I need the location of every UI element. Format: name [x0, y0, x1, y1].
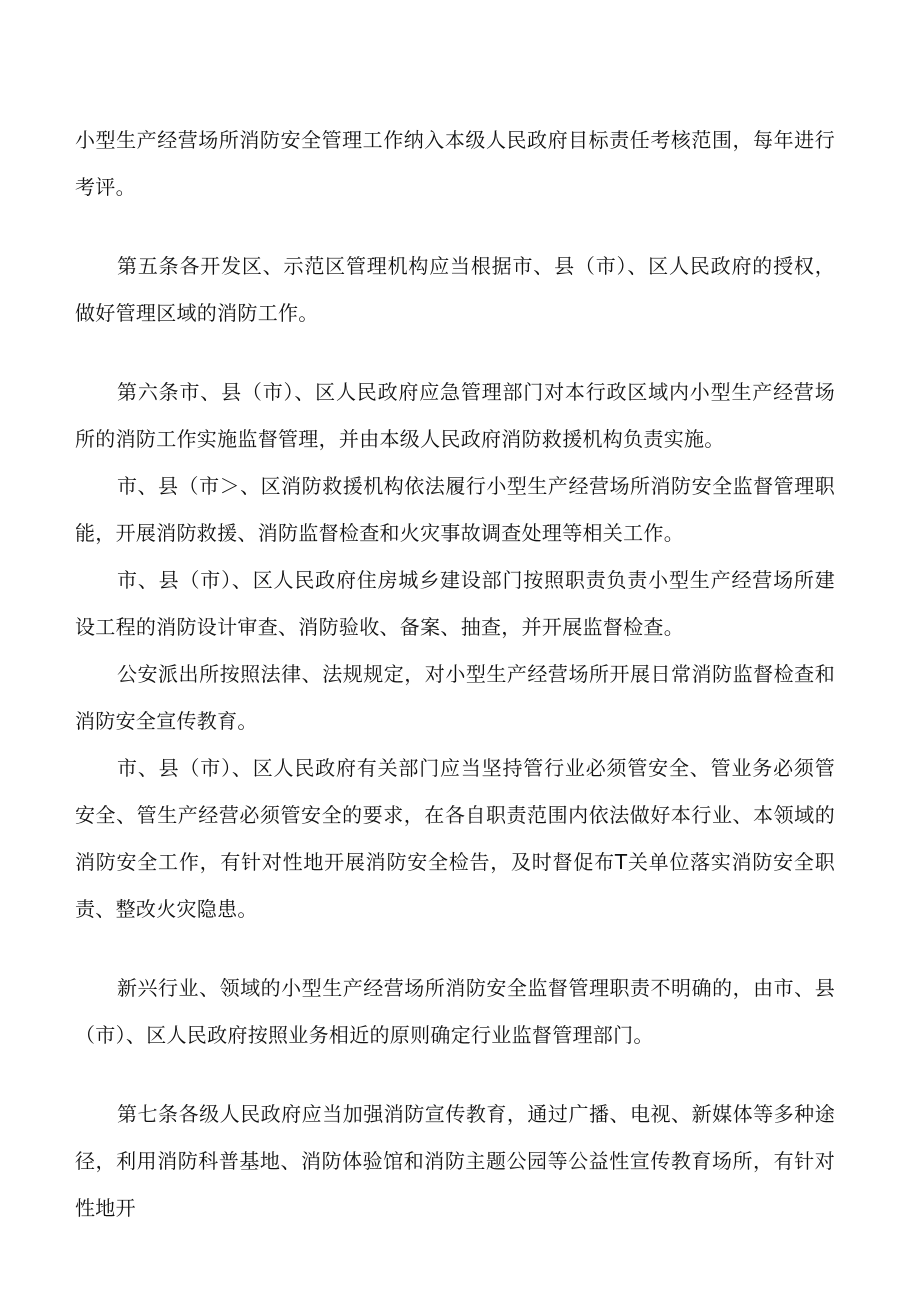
paragraph-housing-dept: 市、县（市）、区人民政府住房城乡建设部门按照职责负责小型生产经营场所建设工程的消防设计审查、消防验收、备案、抽查，并开展监督检查。: [75, 568, 835, 639]
paragraph-article-7: 第七条各级人民政府应当加强消防宣传教育，通过广播、电视、新媒体等多种途径，利用消防科普基地、消防体验馆和消防主题公园等公益性宣传教育场所，有针对性地开: [75, 1102, 835, 1220]
paragraph-emerging-industries: 新兴行业、领域的小型生产经营场所消防安全监督管理职责不明确的，由市、县（市）、区人民政府按照业务相近的原则确定行业监督管理部门。: [75, 976, 835, 1047]
paragraph-related-depts: 市、县（市）、区人民政府有关部门应当坚持管行业必须管安全、管业务必须管安全、管生产经营必须管安全的要求，在各自职责范围内依法做好本行业、本领域的消防安全工作，有针对性地开展消防安全检告，及时督促布T关单位落实消防安全职责、整改火灾隐患。: [75, 756, 835, 921]
paragraph-1: 小型生产经营场所消防安全管理工作纳入本级人民政府目标责任考核范围，每年进行考评。: [75, 128, 835, 199]
paragraph-article-6: 第六条市、县（市）、区人民政府应急管理部门对本行政区域内小型生产经营场所的消防工作实施监督管理，并由本级人民政府消防救援机构负责实施。: [75, 380, 835, 451]
paragraph-fire-rescue: 市、县（市＞、区消防救援机构依法履行小型生产经营场所消防安全监督管理职能，开展消防救援、消防监督检查和火灾事故调查处理等相关工作。: [75, 474, 835, 545]
paragraph-article-5: 第五条各开发区、示范区管理机构应当根据市、县（市）、区人民政府的授权，做好管理区域的消防工作。: [75, 254, 835, 325]
paragraph-police-station: 公安派出所按照法律、法规规定，对小型生产经营场所开展日常消防监督检查和消防安全宣传教育。: [75, 662, 835, 733]
